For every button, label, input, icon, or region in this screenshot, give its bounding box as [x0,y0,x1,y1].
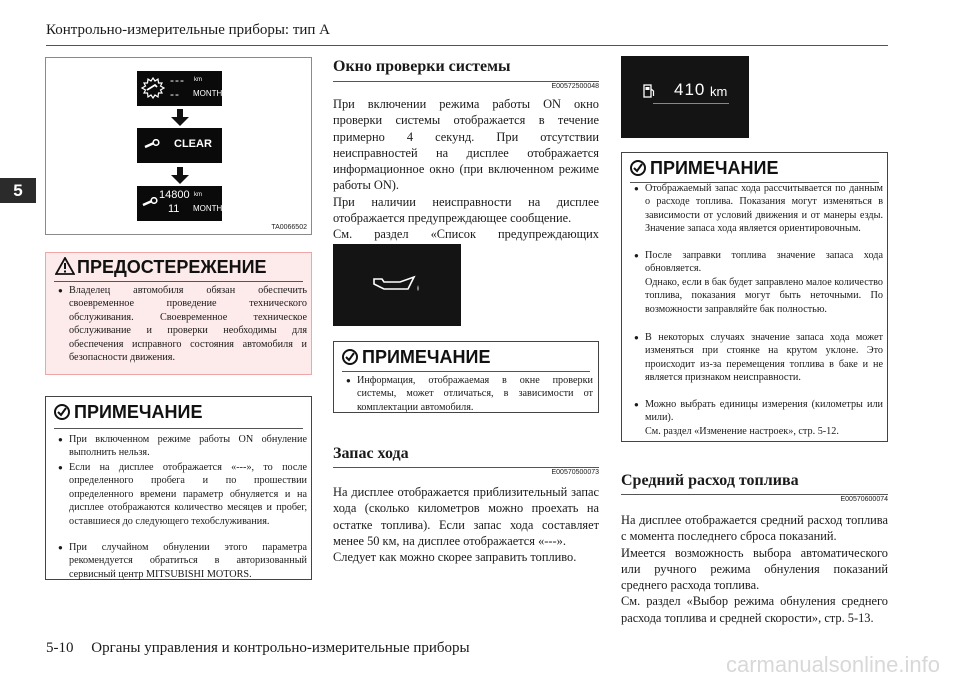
checkmark-icon [632,162,644,174]
note-box-left [45,396,312,580]
page-footer [46,640,470,657]
note-right-item-2: ● После заправки топлива значение запаса хода обновляется. Однако, если в бак будет заправлено малое количество топлива, показания могут быть неточными. По возможности заправляйте бак полностью. [645,249,883,316]
note-left-title-text: ПРИМЕЧАНИЕ [74,402,203,422]
range-value: 410 [674,80,706,99]
display-divider [653,103,729,104]
check-window-title: Окно проверки системы [333,58,511,75]
avg-fuel-text: На дисплее отображается средний расход топлива с момента последнего сброса показаний. Имеется возможность выбора автоматического или ручного режима обнуления показаний среднего расхода топлива. См. раздел «Выбор режима обнуления среднего расхода топлива и средней скорости», стр. 5-13. [621,513,888,625]
note-left-item-2: ● Если на дисплее отображается «---», то после определенного пробега и по прошествии определенного времени параметр обнуляется и на дисплее отображаются количество месяцев и пробег, оставшиеся до следующего техобслуживания. [69,461,307,528]
warning-title [55,257,267,278]
service-reset-figure [45,57,312,235]
warning-text: ● Владелец автомобиля обязан обеспечить своевременное проведение технического обслуживания. Своевременное техническое обслуживание и проверки необходимы для обеспечения исправного состояния автомобиля и безопасности движения. [69,284,307,364]
footer-title: Органы управления и контрольно-измерительные приборы [91,640,470,656]
lcd-clear [137,128,222,163]
warning-triangle-icon [55,257,75,275]
wrench-icon [144,139,160,151]
figure-code: TA0066502 [271,224,307,231]
warning-box [45,252,312,375]
header-divider [46,45,888,46]
avg-fuel-code: E00570600074 [840,496,888,503]
months-value: 11 [168,203,180,215]
unit-month: MONTH [193,89,223,98]
section-rule [333,467,599,468]
note-title [342,347,490,368]
note-middle-item-1: ● Информация, отображаемая в окне проверки системы, может отличаться, в зависимости от комплектации автомобиля. [357,374,593,414]
section-rule [621,494,888,495]
note-left-item-1: ● При включенном режиме работы ON обнуление выполнить нельзя. [69,433,307,460]
fuel-pump-icon [643,84,655,98]
dashes-bottom: -- [170,87,180,101]
distance-value: 14800 [159,189,190,201]
unit-month: MONTH [193,204,223,213]
service-wrench-icon [141,77,165,99]
note-box-middle [333,341,599,413]
check-circle-icon [342,349,358,365]
note-box-right [621,152,888,442]
note-right-item-3: ● В некоторых случаях значение запаса хода может изменяться при стоянке на крутом уклоне. Это происходит из-за перемещения топлива в баке и не является признаком неисправности. [645,331,883,385]
avg-fuel-title: Средний расход топлива [621,472,799,489]
range-unit: km [710,84,728,99]
note-rule [342,371,590,372]
checkmark-icon [344,351,356,363]
lcd-service-unset [137,71,222,106]
unit-km: km [194,77,202,83]
note-title [630,158,778,179]
range-text: На дисплее отображается приблизительный запас хода (сколько километров можно проехать на остатке топлива). Если запас хода составляет менее 50 км, на дисплее отображается «---». Следует как можно скорее заправить топливо. [333,485,599,565]
oil-can-icon [370,273,424,297]
checkmark-icon [56,406,68,418]
warning-title-text: ПРЕДОСТЕРЕЖЕНИЕ [77,257,267,277]
arrow-stem-2 [177,167,183,175]
warning-rule [54,281,303,282]
check-window-code: E00572500048 [551,83,599,90]
arrow-down-icon [171,117,189,126]
section-rule [333,81,599,82]
dashes-top: --- [170,73,185,87]
check-window-text: При включении режима работы ON окно проверки системы отображается в течение примерно 4 секунд. При отсутствии неисправностей на дисплее отображается информационное окно (при включенном режиме работы ON). При наличии неисправности на дисплее отображается предупреждающее сообщение. См. раздел «Список предупреждающих [333,97,599,242]
arrow-stem-1 [177,109,183,117]
arrow-down-icon [171,175,189,184]
lcd-service-set [137,186,222,221]
check-circle-icon [630,160,646,176]
page-number: 5-10 [46,640,74,656]
range-title: Запас хода [333,445,409,462]
clear-label: CLEAR [174,138,212,150]
wrench-icon [142,197,158,209]
check-circle-icon [54,404,70,420]
note-left-item-3: ● При случайном обнулении этого параметра рекомендуется обратиться в авторизованный сервисный центр MITSUBISHI MOTORS. [69,541,307,581]
note-rule [54,428,303,429]
note-right-item-1: ● Отображаемый запас хода рассчитывается по данным о расходе топлива. Показания могут изменяться в зависимости от условий движения и от манеры езды. Значение запаса хода является ориентировочным. [645,182,883,236]
note-middle-title-text: ПРИМЕЧАНИЕ [362,347,491,367]
unit-km: km [194,192,202,198]
range-display [621,56,749,138]
note-title [54,402,202,423]
range-code: E00570500073 [551,469,599,476]
check-window-display [333,244,461,326]
note-right-item-4: ● Можно выбрать единицы измерения (километры или мили). См. раздел «Изменение настроек», стр. 5-12. [645,398,883,438]
page-header-title: Контрольно-измерительные приборы: тип A [46,22,331,38]
chapter-tab: 5 [0,178,36,203]
note-right-title-text: ПРИМЕЧАНИЕ [650,158,779,178]
watermark: carmanualsonline.info [725,652,940,677]
